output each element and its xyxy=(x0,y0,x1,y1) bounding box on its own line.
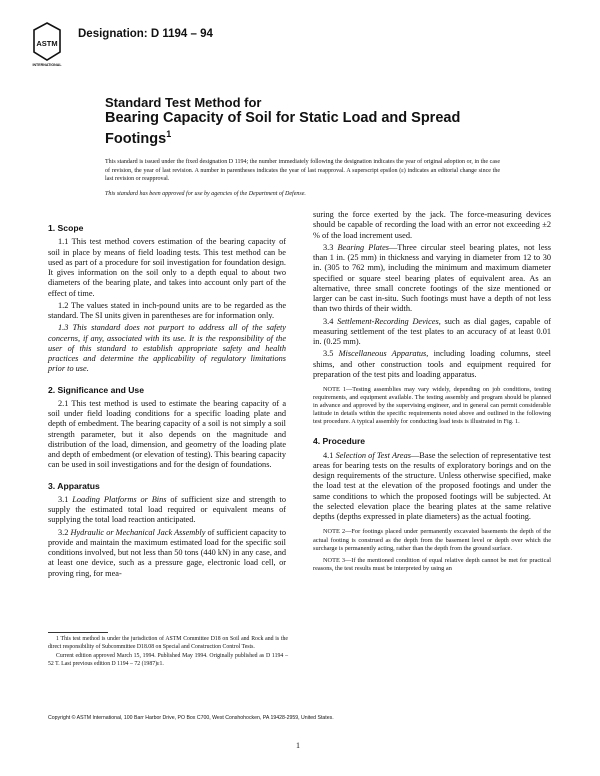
paragraph-3-5-title: Miscellaneous Apparatus xyxy=(338,349,427,359)
title-line-1: Standard Test Method for xyxy=(105,95,262,110)
paragraph-3-3-text: —Three circular steel bearing plates, not less than 1 in. (25 mm) in thickness and varying in diameter from 12 to 30 in. (305 to 762 mm), including the minimum and maximum diameter specified or square steel bearing plates of equivalent area. As an alternative, three small concrete footings of the size mentioned or larger can be cast in-situ. Such footings must have a depth of not less than two thirds of their width. xyxy=(313,242,551,314)
title-line-3 xyxy=(105,126,485,147)
paragraph-3-5-text: , including loading columns, steel shims, and other construction tools and equipment required for preparation of the test pits and loading apparatus. xyxy=(313,349,551,379)
title-line-2: Bearing Capacity of Soil for Static Load and Spread xyxy=(105,110,461,126)
section-heading-apparatus: 3. Apparatus xyxy=(48,480,100,491)
paragraph-1-2: 1.2 The values stated in inch-pound units are to be regarded as the standard. The SI units given in parentheses are for information only. xyxy=(48,300,286,320)
astm-logo xyxy=(32,22,62,68)
paragraph-1-3: 1.3 This standard does not purport to address all of the safety concerns, if any, associated with its use. It is the responsibility of the user of this standard to establish appropriate safety and health practices and determine the applicability of regulatory limitations prior to use. xyxy=(48,323,286,374)
note-3: NOTE 3—If the mentioned condition of equal relative depth cannot be met for practical reasons, the test results must be interpreted by using an xyxy=(313,556,551,572)
paragraph-3-4-text: , such as dial gages, capable of measuring settlement of the test plates to an accuracy of at least 0.01 in. (0.25 mm). xyxy=(313,316,552,346)
note-1: NOTE 1—Testing assemblies may vary widely, depending on job conditions, testing requirements, and equipment available. The testing assembly and program should be planned in advance and approved by the supervising engineer, and in general can permit considerable latitude in details within the specific requirements noted above and outlined in the following test procedure. A typical assembly for conducting load tests is illustrated in Fig. 1. xyxy=(313,386,551,426)
paragraph-3-5 xyxy=(313,349,551,380)
logo-subtext: INTERNATIONAL xyxy=(32,63,62,67)
right-column xyxy=(313,210,551,577)
paragraph-3-2-num: 3.2 xyxy=(58,527,69,537)
paragraph-4-1 xyxy=(313,451,551,523)
paragraph-4-1-num: 4.1 xyxy=(323,450,334,460)
left-column xyxy=(48,215,286,581)
paragraph-3-1-text: of sufficient size and strength to supply the estimated total load required or equivalent means of supplying the total load reaction anticipated. xyxy=(48,494,287,525)
paragraph-3-3-title: Bearing Plates xyxy=(337,242,389,252)
paragraph-3-1-num: 3.1 xyxy=(58,494,69,504)
paragraph-4-1-text: —Base the selection of representative test areas for bearing tests on the results of exploratory borings and on the design requirements of the structure. Unless otherwise specified, make the load test at the elevation of the proposed footings and under the same conditions to which the proposed footings will be subjected. At the selected elevation place the bearing plates at the same relative depths (depths expressed in plate diameters) as the actual footing. xyxy=(313,450,551,522)
paragraph-3-4-title: Settlement-Recording Devices xyxy=(337,316,439,326)
copyright-notice: Copyright © ASTM International, 100 Barr Harbor Drive, PO Box C700, West Conshohocken, PA 19428-2959, United States. xyxy=(48,715,334,721)
title-footnote-mark: 1 xyxy=(166,129,172,139)
paragraph-3-1-title: Loading Platforms or Bins xyxy=(72,494,167,504)
paragraph-1-1: 1.1 This test method covers estimation of the bearing capacity of soil in place by means of field loading tests. This test method can be used as part of a procedure for soil investigation for foundation design. It gives information on the soil only to a depth equal to about two diameters of the bearing plate, and takes into account only part of the effect of time. xyxy=(48,237,286,298)
paragraph-3-5-num: 3.5 xyxy=(323,349,334,359)
approval-statement: This standard has been approved for use by agencies of the Department of Defense. xyxy=(105,191,306,197)
paragraph-3-2 xyxy=(48,528,286,579)
paragraph-3-1 xyxy=(48,495,286,526)
title-line-3-text: Footings xyxy=(105,130,167,147)
footnote-paragraph-1: 1 This test method is under the jurisdiction of ASTM Committee D18 on Soil and Rock and is the direct responsibility of Subcommittee D18.08 on Special and Construction Control Tests. xyxy=(48,636,288,650)
issuance-statement: This standard is issued under the fixed designation D 1194; the number immediately following the designation indicates the year of original adoption or, in the case of revision, the year of last revision. A number in parentheses indicates the year of last reapproval. A superscript epsilon (ε) indicates an editorial change since the last revision or reapproval. xyxy=(105,159,500,182)
section-heading-significance: 2. Significance and Use xyxy=(48,384,144,395)
title-block xyxy=(105,95,485,147)
note-2: NOTE 2—For footings placed under permanently excavated basements the depth of the actual footing is construed as the depth from the basement level or depth over which the surcharge is permanently acting, rather than the depth from the ground surface. xyxy=(313,528,551,552)
footnote-paragraph-2: Current edition approved March 15, 1994. Published May 1994. Originally published as D 1194 – 52 T. Last previous edition D 1194 – 72 (1987)ε1. xyxy=(48,653,288,667)
paragraph-3-4-num: 3.4 xyxy=(323,316,334,326)
paragraph-3-2-text: of sufficient capacity to provide and maintain the maximum estimated load for the specific soil conditions involved, but not less than 50 tons (440 kN) in any case, and at least one device, such as a pressure gage, electronic load cell, or proving ring, for mea- xyxy=(48,527,286,578)
footnote-divider xyxy=(48,632,108,633)
paragraph-3-2-continued: suring the force exerted by the jack. The force-measuring devices should be capable of recording the load with an error not exceeding ±2 % of the load increment used. xyxy=(313,210,551,240)
section-heading-scope: 1. Scope xyxy=(48,223,84,233)
logo-text: ASTM xyxy=(36,39,58,48)
designation: Designation: D 1194 – 94 xyxy=(78,28,213,40)
footnote xyxy=(48,636,288,670)
paragraph-4-1-title: Selection of Test Areas xyxy=(335,450,411,460)
paragraph-3-2-title: Hydraulic or Mechanical Jack Assembly xyxy=(70,527,206,537)
section-heading-procedure: 4. Procedure xyxy=(313,436,366,447)
paragraph-3-4 xyxy=(313,317,551,348)
paragraph-3-3-num: 3.3 xyxy=(323,242,334,252)
page-number: 1 xyxy=(296,741,300,750)
paragraph-3-3 xyxy=(313,243,551,315)
paragraph-2-1: 2.1 This test method is used to estimate the bearing capacity of a soil under field loading conditions for a specific loading plate and depth of embedment. The bearing capacity of a soil is not simply a soil strength parameter, but it also depends on the magnitude and distribution of the load, dimension, and geometry of the loading plate and depth of embedment (or elevation of testing). This bearing capacity can be used in soil investigations and for the design of foundations. xyxy=(48,398,286,470)
